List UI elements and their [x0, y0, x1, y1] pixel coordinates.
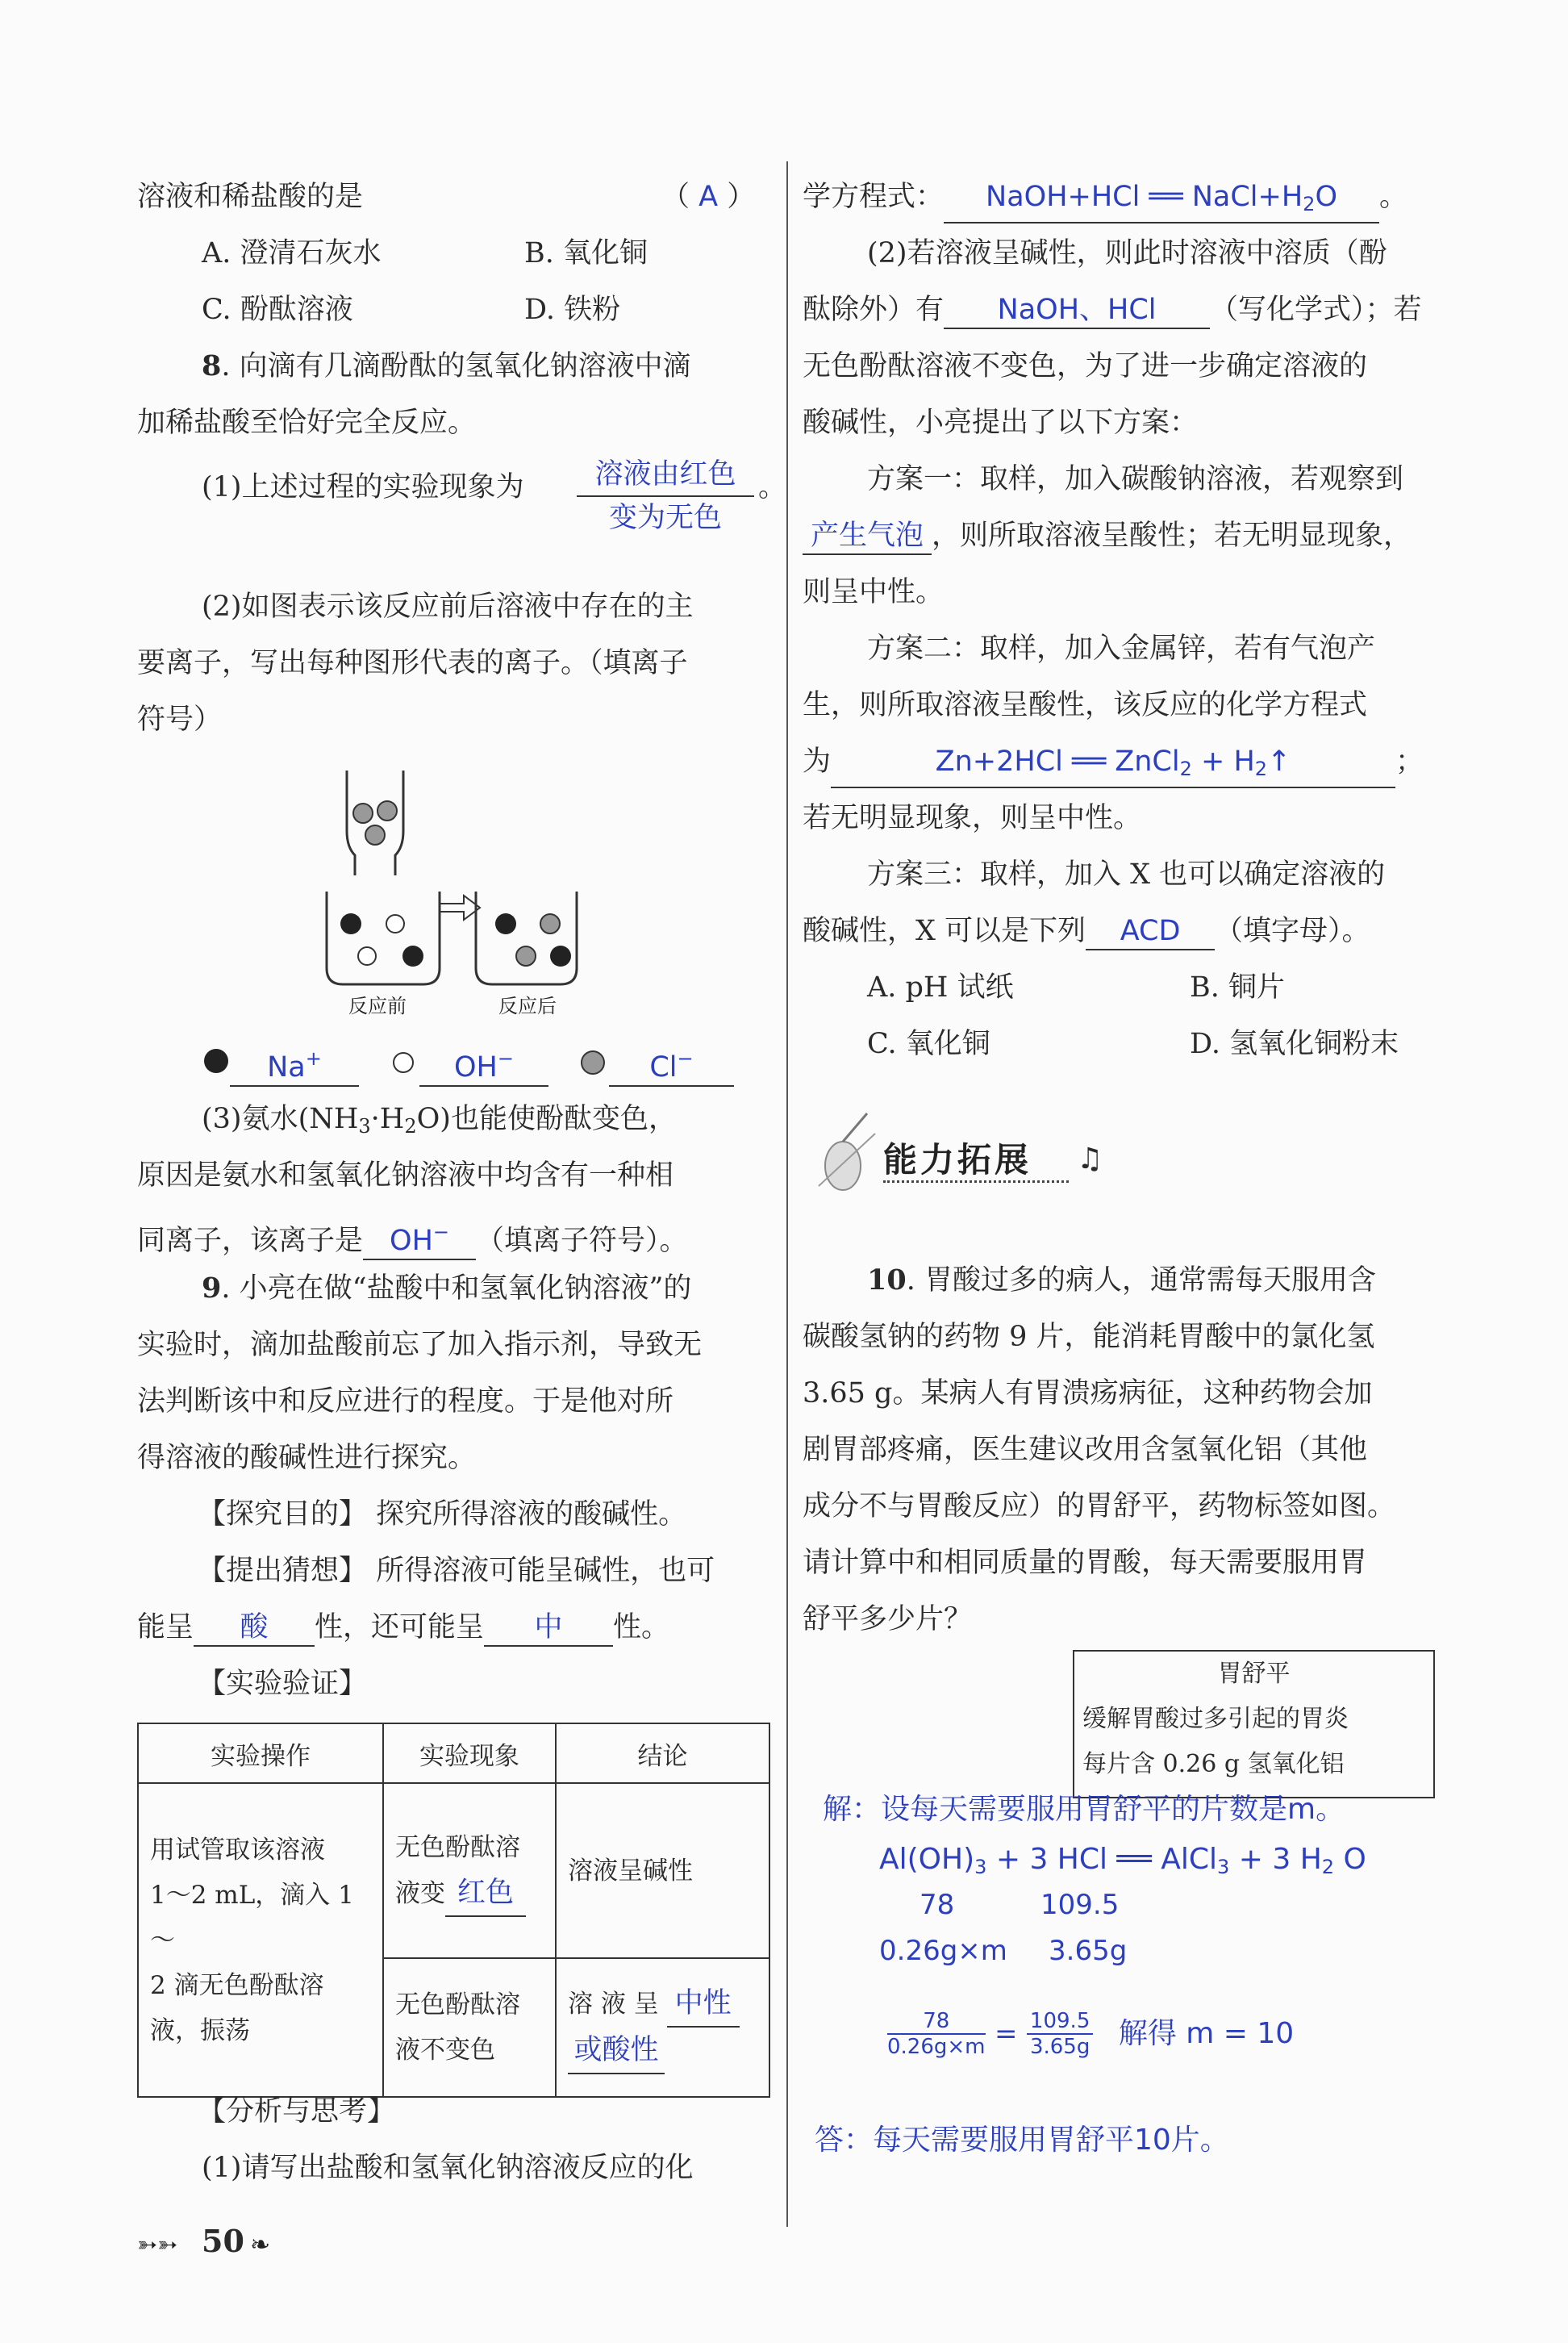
section-title-underline: [883, 1180, 1069, 1183]
plan2-line4: 若无明显现象，则呈中性。: [803, 802, 1142, 834]
q8-part2-line1: (2)如图表示该反应前后溶液中存在的主: [202, 591, 694, 623]
operation-line: 1～2 mL，滴入 1～: [150, 1880, 354, 1955]
q8-part1-answer-line1: 溶液由红色: [577, 453, 754, 497]
plan3-option-c: C. 氧化铜: [867, 1028, 990, 1060]
operation-line: 用试管取该溶液: [150, 1835, 325, 1865]
q8-part3-line1: [202, 1101, 677, 1144]
solution-eq-d: O: [1334, 1843, 1366, 1876]
subscript: 3: [1217, 1856, 1230, 1878]
solution-eq-a: Al(OH): [879, 1843, 975, 1876]
fraction-numerator: 109.5: [1027, 2009, 1093, 2035]
plan1-text: ，则所取溶液呈酸性；若无明显现象，: [932, 520, 1412, 552]
mass-2: 3.65g: [1049, 1935, 1128, 1967]
plan2-equation: Zn+2HCl ══ ZnCl: [935, 746, 1180, 778]
plan2-line2: 生，则所取溶液呈酸性，该反应的化学方程式: [803, 689, 1368, 721]
paren-open: （: [661, 181, 690, 213]
column-divider: [786, 161, 788, 2227]
guess-line: [198, 1553, 715, 1589]
guess-text: 所得溶液可能呈碱性，也可: [376, 1555, 715, 1587]
r-line1: [803, 179, 1407, 223]
na-ion: [402, 946, 423, 967]
q9-line4: 得溶液的酸碱性进行探究。: [137, 1442, 477, 1474]
q8-part3-text-b: ·H: [370, 1103, 405, 1135]
conclusion-text: 溶 液 呈: [568, 1990, 659, 2019]
table-row: [138, 1783, 769, 1958]
q8-stem-line2: 加稀盐酸至恰好完全反应。: [137, 407, 477, 439]
oh-ion: [386, 915, 404, 933]
r2-line2: [803, 292, 1422, 329]
phenomenon-line: 无色酚酞溶: [395, 1990, 520, 2019]
table-header: 实验操作: [138, 1723, 383, 1783]
q7-option-b: B. 氧化铜: [524, 237, 648, 269]
solution-result: 解得 m = 10: [1118, 2017, 1295, 2050]
conclusion-answer-1: 中性: [667, 1981, 740, 2028]
q7-stem-text: 溶液和稀盐酸的是: [137, 181, 364, 213]
q7-option-d: D. 铁粉: [524, 294, 621, 326]
right-ornament-icon: ❧: [250, 2231, 271, 2259]
q7-answer: A: [699, 181, 719, 213]
operation-line: 2 滴无色酚酞溶: [150, 1970, 324, 2000]
verify-label: 【实验验证】: [198, 1668, 368, 1700]
subscript: 3: [358, 1115, 371, 1138]
fraction-denominator: 0.26g×m: [887, 2035, 986, 2059]
plan2-answer: [831, 744, 1395, 788]
phenomenon-cell: [383, 1783, 556, 1958]
q8-text: . 向滴有几滴酚酞的氢氧化钠溶液中滴: [221, 350, 691, 382]
q8-part3-text-d: 同离子，该离子是: [137, 1225, 364, 1257]
drug-label-box: [1073, 1650, 1435, 1798]
oh-charge: −: [432, 1221, 449, 1243]
r2-line1: (2)若溶液呈碱性，则此时溶液中溶质（酚: [867, 237, 1387, 269]
subscript: 2: [1303, 193, 1316, 215]
subscript: 2: [404, 1115, 417, 1138]
conclusion-answer-2: 或酸性: [568, 2028, 665, 2074]
ion-diagram: [315, 766, 597, 1017]
solution-equation: [879, 1841, 1366, 1886]
molar-mass-2: 109.5: [1040, 1889, 1120, 1921]
fraction-2: [1027, 2009, 1093, 2059]
q10-text: . 胃酸过多的病人，通常需每天服用含: [906, 1264, 1376, 1297]
grey-circle-icon: [577, 1045, 609, 1077]
solution-eq-b: + 3 HCl ══ AlCl: [986, 1843, 1218, 1876]
q9-text: . 小亮在做“盐酸中和氢氧化钠溶液”的: [221, 1272, 692, 1305]
q8-part1-text: (1)上述过程的实验现象为: [202, 471, 524, 503]
r-text: 学方程式：: [803, 181, 945, 213]
q8-part1-answer-line2: 变为无色: [608, 502, 722, 534]
guess-label: 【提出猜想】: [198, 1555, 368, 1587]
cl-symbol: Cl: [649, 1051, 678, 1084]
q10-line2: 碳酸氢钠的药物 9 片，能消耗胃酸中的氯化氢: [803, 1321, 1375, 1353]
fraction-denominator: 3.65g: [1029, 2035, 1091, 2059]
subscript: 2: [1321, 1856, 1335, 1878]
guess-line2: [137, 1610, 669, 1647]
q8-part3-text-c: O)也能使酚酞变色，: [416, 1103, 677, 1135]
plan1-answer: 产生气泡: [803, 518, 932, 555]
oh-ion: [358, 947, 376, 965]
period: 。: [758, 471, 787, 503]
q9-line2: 实验时，滴加盐酸前忘了加入指示剂，导致无: [137, 1329, 703, 1361]
black-circle-icon: [202, 1045, 234, 1077]
subscript: 2: [1254, 758, 1268, 780]
section-title: 能力拓展: [883, 1140, 1032, 1180]
plan3-line1: 方案三：取样，加入 X 也可以确定溶液的: [867, 858, 1386, 891]
legend-oh: [419, 1041, 548, 1087]
guess-answer-2: 中: [484, 1610, 613, 1647]
na-ion: [495, 913, 516, 934]
q8-part3-line2: 原因是氨水和氢氧化钠溶液中均含有一种相: [137, 1159, 674, 1192]
na-ion: [340, 913, 361, 934]
phenomenon-line: 液不变色: [395, 2036, 495, 2065]
r2-answer: NaOH、HCl: [944, 292, 1210, 329]
na-symbol: Na: [267, 1051, 306, 1084]
plan3-text-b: （填字母）。: [1215, 915, 1370, 947]
q10-line1: [867, 1263, 1376, 1298]
cl-charge: −: [677, 1047, 694, 1070]
period: 。: [1379, 181, 1408, 213]
plan3-option-a: A. pH 试纸: [867, 971, 1014, 1004]
table-header: 结论: [556, 1723, 769, 1783]
analysis-part1: (1)请写出盐酸和氢氧化钠溶液反应的化: [202, 2152, 694, 2184]
drug-label-title: 胃舒平: [1217, 1660, 1291, 1688]
plan3-option-d: D. 氢氧化铜粉末: [1190, 1028, 1399, 1060]
plan1-line3: 则呈中性。: [803, 576, 945, 608]
left-ornament-icon: ➳➳: [137, 2231, 178, 2259]
q8-part2-line3: 符号）: [137, 704, 223, 736]
experiment-table: [137, 1723, 770, 2098]
semicolon: ；: [1395, 746, 1424, 778]
purpose-line: [198, 1497, 686, 1532]
q8-number: 8: [202, 349, 222, 382]
phenomenon-line: 无色酚酞溶: [395, 1832, 520, 1862]
music-note-icon: ♫: [1077, 1142, 1103, 1176]
solution-answer: 答：每天需要服用胃舒平10片。: [815, 2124, 1229, 2157]
q8-stem-line1: [202, 349, 691, 384]
q8-part2-line2: 要离子，写出每种图形代表的离子。（填离子: [137, 647, 688, 679]
q8-part3-text-a: (3)氨水(NH: [202, 1103, 359, 1135]
q8-part3-line3: [137, 1214, 688, 1260]
label-before: 反应前: [348, 995, 407, 1017]
subscript: 2: [1179, 758, 1192, 780]
equation-tail: O: [1315, 181, 1337, 213]
beaker-before: [327, 892, 440, 984]
cl-ion: [516, 946, 536, 966]
fraction-1: [887, 2009, 986, 2059]
plan2-equation-tail: + H: [1191, 746, 1255, 778]
table-header: 实验现象: [383, 1723, 556, 1783]
phenomenon-line: 液变: [395, 1878, 445, 1908]
guess-text-b: 性，还可能呈: [315, 1611, 485, 1643]
plan3-text-a: 酸碱性，X 可以是下列: [803, 915, 1086, 947]
q7-option-a: A. 澄清石灰水: [202, 237, 382, 269]
white-circle-icon: [387, 1045, 419, 1077]
paren-close: ）: [727, 181, 756, 213]
fraction-numerator: 78: [887, 2009, 986, 2035]
guess-text-a: 能呈: [137, 1611, 194, 1643]
na-ion: [550, 946, 571, 967]
q10-number: 10: [867, 1263, 907, 1297]
cl-answer: [609, 1041, 734, 1087]
r2-text-b: （写化学式）；若: [1210, 294, 1422, 326]
violin-icon: [811, 1109, 883, 1198]
cl-ion-dropper: [365, 825, 385, 845]
oh-charge: −: [497, 1047, 514, 1070]
r2-text-a: 酞除外）有: [803, 294, 945, 326]
q7-stem-tail: [137, 179, 363, 215]
legend-na: [230, 1041, 359, 1087]
q10-line7: 舒平多少片？: [803, 1603, 973, 1635]
r2-line4: 酸碱性，小亮提出了以下方案：: [803, 407, 1199, 439]
analysis-label: 【分析与思考】: [198, 2095, 396, 2128]
solution-eq-c: + 3 H: [1229, 1843, 1322, 1876]
plan1-line2: [803, 518, 1412, 555]
plan3-line2: [803, 913, 1370, 950]
molar-mass-1: 78: [920, 1889, 955, 1921]
arrow-icon: [440, 896, 480, 920]
drug-label-line: 缓解胃酸过多引起的胃炎: [1082, 1705, 1349, 1733]
guess-answer-1: 酸: [194, 1610, 315, 1647]
beaker-after: [476, 892, 577, 984]
legend-cl: [609, 1041, 734, 1087]
oh-answer: [419, 1041, 548, 1087]
dropper: [347, 771, 403, 875]
plan3-answer: ACD: [1086, 913, 1215, 950]
equation-text: NaOH+HCl ══ NaCl+H: [986, 181, 1303, 213]
label-after: 反应后: [498, 995, 557, 1017]
cl-ion: [540, 914, 560, 933]
plan3-option-b: B. 铜片: [1190, 971, 1285, 1004]
operation-line: 液，振荡: [150, 2015, 250, 2045]
na-charge: +: [305, 1047, 322, 1070]
oh-symbol: OH: [454, 1051, 498, 1084]
subscript: 3: [974, 1856, 987, 1878]
phenomenon-answer: 红色: [445, 1870, 526, 1917]
plan1-line1: 方案一：取样，加入碳酸钠溶液，若观察到: [867, 463, 1404, 495]
solution-line1: 解：设每天需要服用胃舒平的片数是m。: [823, 1793, 1345, 1826]
q10-line4: 剧胃部疼痛，医生建议改用含氢氧化铝（其他: [803, 1434, 1368, 1466]
equation-answer: [944, 179, 1379, 223]
q9-number: 9: [202, 1272, 222, 1305]
table-header-row: [138, 1723, 769, 1783]
equals-sign: =: [994, 2018, 1018, 2050]
phenomenon-cell: [383, 1958, 556, 2097]
plan2-line1: 方案二：取样，加入金属锌，若有气泡产: [867, 633, 1376, 665]
r2-line3: 无色酚酞溶液不变色，为了进一步确定溶液的: [803, 350, 1368, 382]
proportion-row: [887, 2009, 1294, 2059]
conclusion-cell: 溶液呈碱性: [556, 1783, 769, 1958]
oh-symbol: OH: [390, 1225, 433, 1257]
q10-line3: 3.65 g。某病人有胃溃疡病征，这种药物会加: [803, 1377, 1373, 1410]
q8-part3-answer: [363, 1214, 476, 1260]
operation-cell: [138, 1783, 383, 2097]
na-answer: [230, 1041, 359, 1087]
purpose-label: 【探究目的】: [198, 1498, 368, 1531]
q7-option-c: C. 酚酞溶液: [202, 294, 353, 326]
guess-text-c: 性。: [613, 1611, 670, 1643]
plan2-line3: [803, 744, 1424, 788]
gas-arrow-icon: ↑: [1267, 746, 1291, 778]
q9-line3: 法判断该中和反应进行的程度。于是他对所: [137, 1385, 674, 1418]
q10-line5: 成分不与胃酸反应）的胃舒平，药物标签如图。: [803, 1490, 1396, 1522]
q9-line1: [202, 1271, 691, 1306]
purpose-text: 探究所得溶液的酸碱性。: [376, 1498, 687, 1531]
cl-ion-dropper: [377, 801, 397, 821]
q8-part3-text-e: （填离子符号）。: [476, 1225, 688, 1257]
page-number: 50: [202, 2223, 244, 2259]
plan2-text: 为: [803, 746, 832, 778]
conclusion-cell: [556, 1958, 769, 2097]
cl-ion-dropper: [353, 804, 373, 823]
q10-line6: 请计算中和相同质量的胃酸，每天需要服用胃: [803, 1547, 1368, 1579]
drug-label-line: 每片含 0.26 g 氢氧化铝: [1082, 1750, 1345, 1778]
q7-answer-bracket: [661, 179, 755, 215]
mass-1: 0.26g×m: [879, 1935, 1007, 1967]
